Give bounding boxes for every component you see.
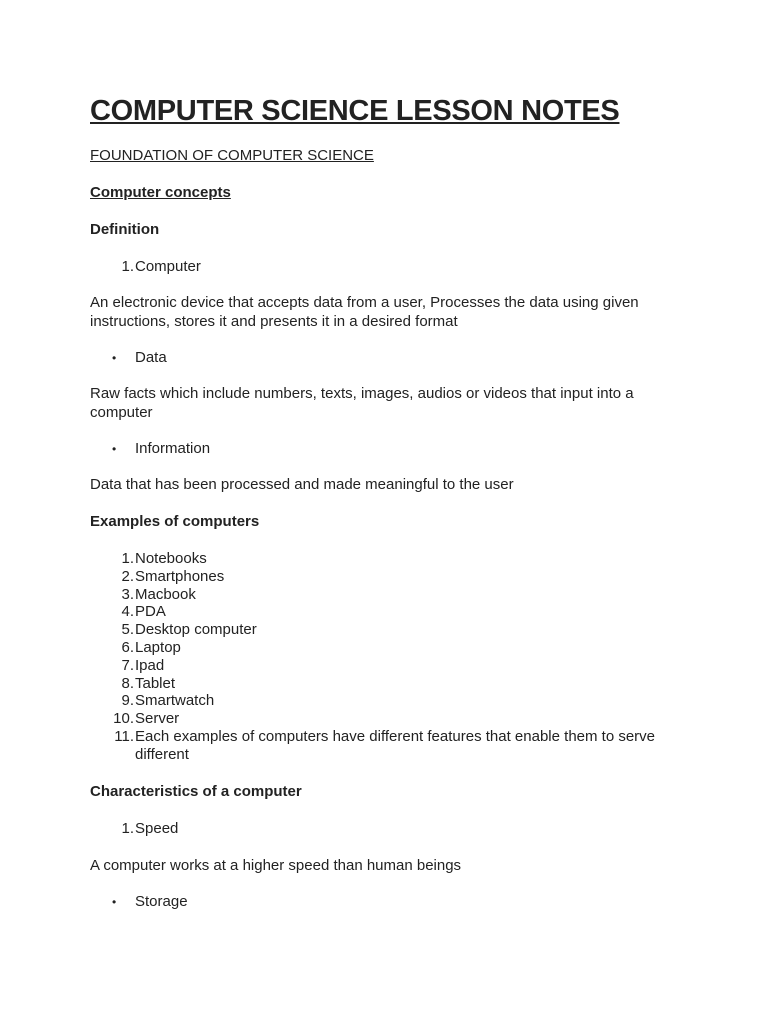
characteristics-heading: Characteristics of a computer (90, 783, 302, 800)
list-item-label: Each examples of computers have different features that enable them to serve different (135, 727, 656, 763)
list-number: 3. (121, 585, 134, 603)
list-number: 1. (121, 550, 134, 567)
list-number: 11. (114, 727, 134, 745)
list-item-label: Information (135, 440, 211, 457)
list-item (90, 728, 680, 764)
list-item-label: Desktop computer (135, 621, 257, 639)
list-item (90, 621, 680, 639)
list-item-label: Ipad (135, 656, 165, 674)
list-item-label: Server (135, 710, 180, 728)
bullet-icon: • (112, 442, 117, 456)
list-item (90, 639, 680, 657)
bullet-icon: • (112, 895, 117, 909)
definition-heading: Definition (90, 221, 160, 238)
list-number: 7. (121, 656, 134, 674)
list-item-label: Macbook (135, 585, 196, 603)
list-item-computer (90, 258, 201, 276)
list-item-information (90, 440, 210, 458)
computer-definition-text: An electronic device that accepts data from a user, Processes the data using given instructions, stores it and presents it in a desired format (90, 294, 639, 330)
list-number: 4. (121, 603, 134, 621)
data-definition-text: Raw facts which include numbers, texts, images, audios or videos that input into a computer (90, 385, 634, 421)
list-item-label: Storage (135, 893, 188, 910)
list-item-label: Notebooks (135, 550, 207, 567)
list-item (90, 710, 680, 728)
list-number: 8. (121, 674, 134, 692)
list-number: 1. (121, 820, 134, 837)
list-item-label: Speed (135, 820, 179, 837)
list-item (90, 568, 680, 586)
list-item (90, 550, 680, 568)
list-item-label: Laptop (135, 638, 181, 656)
page-title: COMPUTER SCIENCE LESSON NOTES (90, 95, 620, 127)
list-item-label: Smartwatch (135, 692, 215, 710)
information-definition-text: Data that has been processed and made meaningful to the user (90, 476, 514, 493)
list-item-label: PDA (135, 603, 166, 621)
list-item (90, 692, 680, 710)
list-number: 9. (121, 692, 134, 710)
page-subtitle: FOUNDATION OF COMPUTER SCIENCE (90, 147, 374, 164)
list-number: 1. (121, 258, 134, 275)
list-item-label: Data (135, 349, 167, 366)
list-number: 10. (113, 710, 134, 728)
list-number: 6. (121, 638, 134, 656)
examples-list (90, 550, 680, 764)
list-item (90, 586, 680, 604)
list-item-data (90, 349, 167, 367)
bullet-icon: • (112, 351, 117, 365)
list-item (90, 675, 680, 693)
list-item-storage (90, 893, 188, 911)
list-item (90, 657, 680, 675)
list-number: 2. (121, 567, 134, 585)
list-item-speed (90, 820, 178, 838)
list-item-label: Tablet (135, 674, 176, 692)
examples-heading: Examples of computers (90, 513, 260, 530)
speed-description-text: A computer works at a higher speed than human beings (90, 857, 462, 874)
list-item-label: Computer (135, 258, 201, 275)
list-item-label: Smartphones (135, 567, 225, 585)
list-item (90, 603, 680, 621)
list-number: 5. (121, 621, 134, 639)
section-heading-computer-concepts: Computer concepts (90, 184, 231, 201)
